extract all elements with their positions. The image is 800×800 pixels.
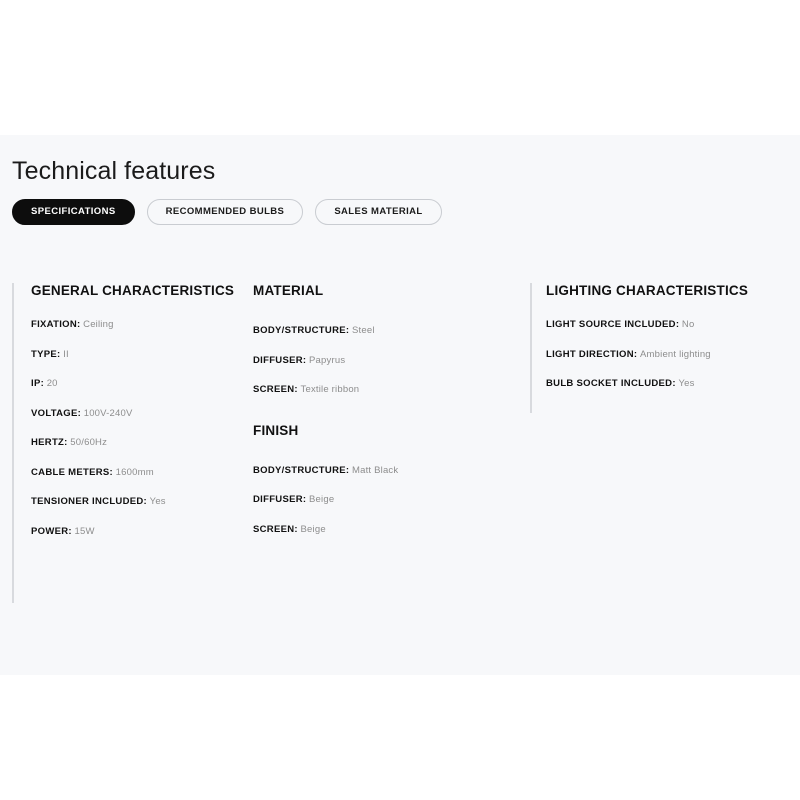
general-heading: GENERAL CHARACTERISTICS [31,283,235,298]
spec-value: Beige [309,494,335,505]
table-row: TYPE: II [31,348,69,360]
table-row: IP: 20 [31,378,58,389]
spec-value: 20 [46,378,58,389]
technical-features-panel [0,135,800,675]
finish-section [253,423,523,535]
tab-recommended-bulbs[interactable]: RECOMMENDED BULBS [147,199,304,225]
spec-value: II [63,348,69,360]
material-heading: MATERIAL [253,283,324,298]
spec-value: Beige [300,523,326,535]
spec-label: TYPE [31,348,58,360]
spec-value: Ambient lighting [640,348,711,360]
spec-label: BULB SOCKET INCLUDED [546,378,673,389]
table-row: LIGHT SOURCE INCLUDED: No [546,319,695,330]
material-section [253,283,523,395]
spec-label: BODY/STRUCTURE [253,325,346,336]
spec-label: DIFFUSER [253,354,303,366]
spec-value: Steel [351,325,375,336]
finish-heading: FINISH [253,422,299,438]
general-characteristics-section [12,283,512,603]
spec-label: SCREEN [253,523,295,535]
spec-label: DIFFUSER [253,494,303,505]
table-row: HERTZ: 50/60Hz [31,437,108,448]
spec-value: 100V-240V [83,407,133,419]
table-row: DIFFUSER: Papyrus [253,354,346,366]
tab-bar [12,199,442,225]
table-row: VOLTAGE: 100V-240V [31,407,133,419]
page-title: Technical features [12,157,216,185]
table-row: SCREEN: Beige [253,523,326,535]
spec-label: POWER [31,525,69,537]
tab-specifications[interactable]: SPECIFICATIONS [12,199,135,225]
spec-label: TENSIONER INCLUDED [31,496,144,507]
lighting-characteristics-section [530,283,790,413]
spec-label: IP [31,378,41,389]
lighting-heading: LIGHTING CHARACTERISTICS [546,283,749,298]
table-row: SCREEN: Textile ribbon [253,384,360,395]
table-row: LIGHT DIRECTION: Ambient lighting [546,348,711,360]
spec-value: Matt Black [351,464,399,476]
spec-label: LIGHT DIRECTION [546,348,634,360]
spec-value: No [681,319,695,330]
spec-value: 50/60Hz [70,437,108,448]
table-row: TENSIONER INCLUDED: Yes [31,496,166,507]
spec-label: SCREEN [253,384,295,395]
spec-value: Yes [678,378,695,389]
table-row: BODY/STRUCTURE: Steel [253,325,375,336]
material-finish-column [253,283,523,554]
table-row: DIFFUSER: Beige [253,494,335,505]
table-row: FIXATION: Ceiling [31,319,114,330]
spec-value: 1600mm [115,466,154,478]
general-list [31,283,241,536]
table-row: CABLE METERS: 1600mm [31,466,154,478]
spec-label: FIXATION [31,319,78,330]
table-row: BULB SOCKET INCLUDED: Yes [546,378,695,389]
table-row: POWER: 15W [31,525,95,537]
spec-value: Ceiling [83,319,114,330]
spec-label: BODY/STRUCTURE [253,464,346,476]
spec-label: HERTZ [31,437,65,448]
spec-value: Papyrus [309,354,346,366]
spec-value: 15W [74,525,95,537]
spec-label: VOLTAGE [31,407,78,419]
spec-label: LIGHT SOURCE INCLUDED [546,319,676,330]
tab-sales-material[interactable]: SALES MATERIAL [315,199,441,225]
spec-value: Textile ribbon [300,384,360,395]
spec-label: CABLE METERS [31,466,110,478]
table-row: BODY/STRUCTURE: Matt Black [253,464,399,476]
spec-value: Yes [149,496,166,507]
